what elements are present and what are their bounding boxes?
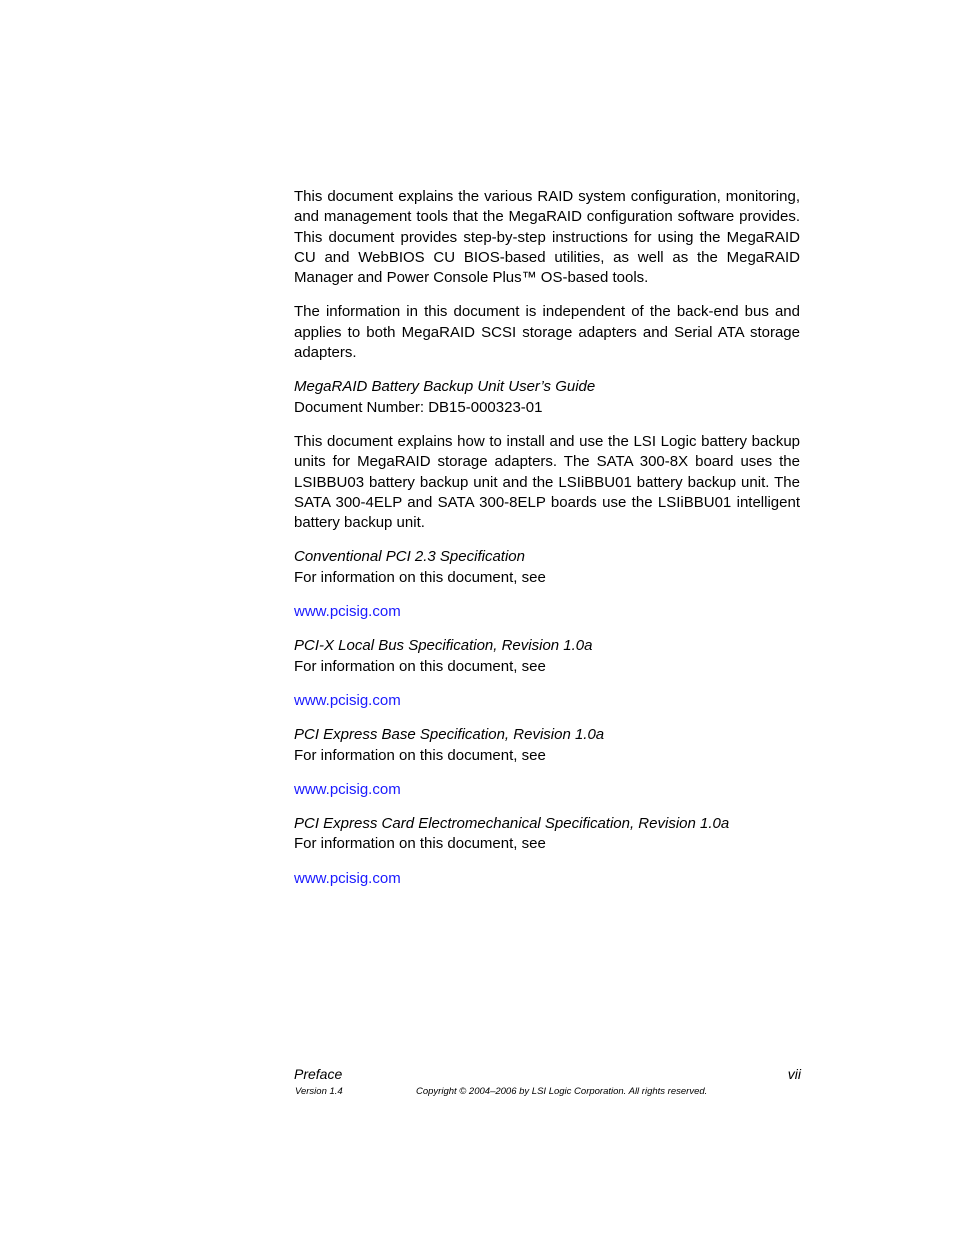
scope-paragraph: The information in this document is independent of the back-end bus and applies to both MegaRAID SCSI storage adapters and Serial ATA storage adapters. — [294, 303, 800, 362]
ref-title-pcie-card: PCI Express Card Electromechanical Specification, Revision 1.0a — [294, 815, 730, 833]
ref-title-pcix: PCI-X Local Bus Specification, Revision 1.0a — [294, 637, 593, 655]
bbu-guide-title: MegaRAID Battery Backup Unit User’s Guide — [294, 378, 596, 396]
footer-page-number: vii — [787, 1066, 801, 1082]
ref-info-pci23: For information on this document, see — [294, 568, 546, 586]
ref-link-pci23[interactable]: www.pcisig.com — [294, 603, 401, 621]
ref-info-pcix: For information on this document, see — [294, 657, 546, 675]
ref-link-pcie-base[interactable]: www.pcisig.com — [294, 780, 401, 798]
page-footer — [294, 1066, 801, 1082]
ref-info-pcie-card: For information on this document, see — [294, 835, 546, 853]
ref-link-pcix[interactable]: www.pcisig.com — [294, 691, 401, 709]
ref-info-pcie-base: For information on this document, see — [294, 746, 546, 764]
footer-section-name: Preface — [294, 1066, 343, 1082]
footer-copyright: Copyright © 2004–2006 by LSI Logic Corporation. All rights reserved. — [416, 1086, 708, 1097]
footer-version: Version 1.4 — [295, 1086, 343, 1097]
intro-paragraph: This document explains the various RAID system configuration, monitoring, and management tools that the MegaRAID configuration software provides. This document provides step-by-step instructions for using the MegaRAID CU and WebBIOS CU BIOS-based utilities, as well as the MegaRAID Manager and Power Console Plus™ OS-based tools. — [294, 188, 800, 287]
document-body — [294, 187, 800, 903]
ref-title-pcie-base: PCI Express Base Specification, Revision 1.0a — [294, 726, 605, 744]
ref-link-pcie-card[interactable]: www.pcisig.com — [294, 869, 401, 887]
ref-title-pci23: Conventional PCI 2.3 Specification — [294, 548, 525, 566]
bbu-description: This document explains how to install and use the LSI Logic battery backup units for MegaRAID storage adapters. The SATA 300-8X board uses the LSIBBU03 battery backup unit and the LSIiBBU01 battery backup unit. The SATA 300-4ELP and SATA 300-8ELP boards use the LSIiBBU01 intelligent battery backup unit. — [294, 432, 800, 532]
bbu-document-number: Document Number: DB15-000323-01 — [294, 398, 543, 416]
